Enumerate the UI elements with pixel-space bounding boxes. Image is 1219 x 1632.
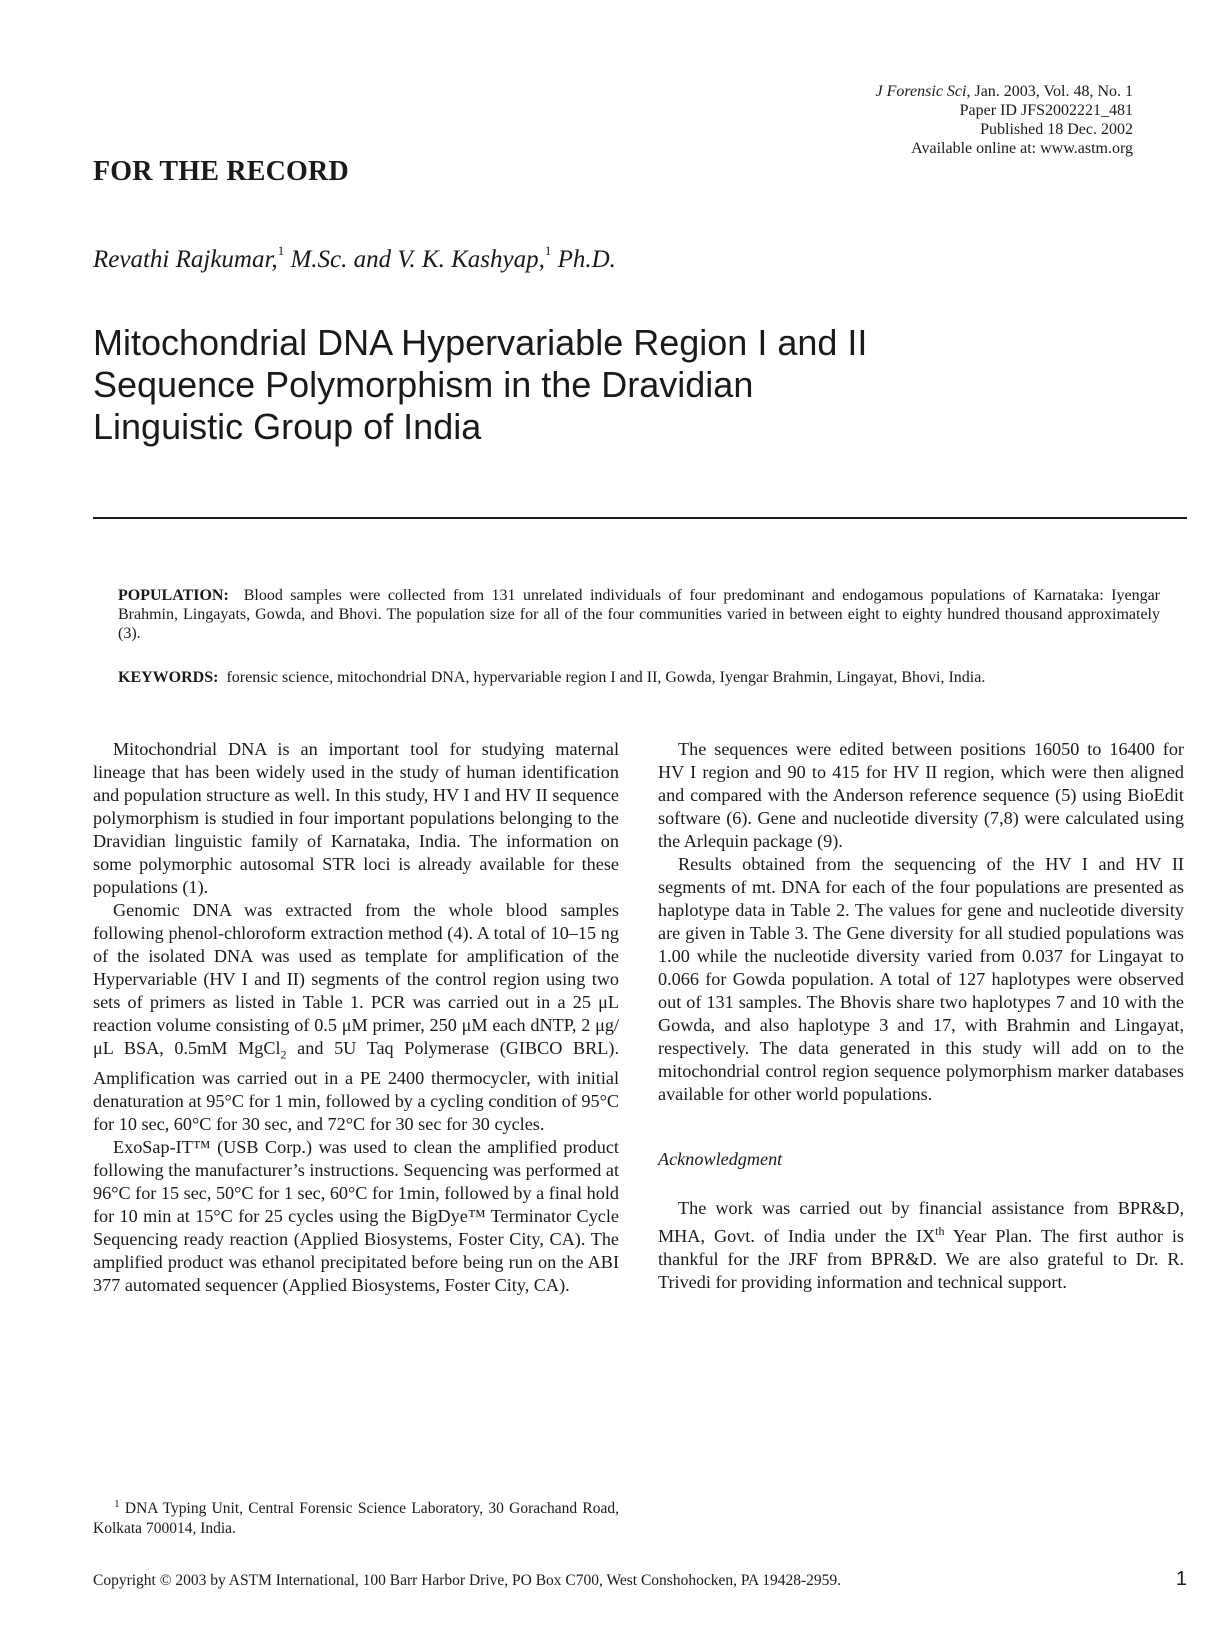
superscript: th [935, 1224, 945, 1238]
footnote-marker: 1 [114, 1498, 120, 1510]
title-line-2: Sequence Polymorphism in the Dravidian [93, 364, 754, 405]
body-column-right [658, 738, 1184, 1294]
keywords-label: KEYWORDS: [118, 669, 219, 686]
acknowledgment-paragraph [658, 1197, 1184, 1294]
journal-citation [876, 82, 1133, 158]
paper-title [93, 322, 993, 448]
keywords [118, 668, 1160, 687]
subscript: 2 [280, 1047, 287, 1062]
author-1-affiliation: 1 [277, 243, 285, 258]
journal-name: J Forensic Sci [875, 83, 967, 100]
body-paragraph: Results obtained from the sequencing of the HV I and HV II segments of mt. DNA for each of the four populations are presented as haplotype data in Table 2. The values for gene and nucleotide diversity are given in Table 3. The Gene diversity for all studied populations was 1.00 while the nucleotide diversity varied from 0.037 for Lingayat to 0.066 for Gowda population. A total of 127 haplotypes were observed out of 131 samples. The Bhovis share two haplotypes 7 and 10 with the Gowda, and also haplotype 3 and 17, with Brahmin and Lingayat, respectively. The data generated in this study will add on to the mitochondrial control region sequence polymorphism marker databases available for other world populations. [658, 854, 1184, 1104]
population-label: POPULATION: [118, 587, 229, 604]
body-paragraph: The sequences were edited between positions 16050 to 16400 for HV I region and 90 to 415 for HV II region, which were then aligned and compared with the Anderson reference sequence (5) using BioEdit software (6). Gene and nucleotide diversity (7,8) were calculated using the Arlequin package (9). [658, 739, 1184, 851]
body-paragraph [93, 899, 619, 1136]
footnote-text: DNA Typing Unit, Central Forensic Science Laboratory, 30 Gorachand Road, Kolkata 700014, India. [93, 1500, 619, 1538]
population-text: Blood samples were collected from 131 unrelated individuals of four predominant and endogamous populations of Karnataka: Iyengar Brahmin, Lingayats, Gowda, and Bhovi. The population size for all of the four communities varied in between eight to eighty hundred thousand approximately (3). [118, 587, 1160, 642]
title-line-1: Mitochondrial DNA Hypervariable Region I and II [93, 322, 868, 363]
ack-text: The work was carried out by financial assistance from BPR&D, MHA, Govt. of India under the IX [658, 1198, 1184, 1247]
keywords-text: forensic science, mitochondrial DNA, hypervariable region I and II, Gowda, Iyengar Brahmin, Lingayat, Bhovi, India. [226, 669, 986, 686]
published-date: Published 18 Dec. 2002 [980, 121, 1133, 138]
acknowledgment-heading: Acknowledgment [658, 1149, 783, 1169]
author-2-affiliation: 1 [544, 243, 552, 258]
author-1: Revathi Rajkumar, [93, 246, 278, 273]
methods-text: Genomic DNA was extracted from the whole blood samples following phenol-chloroform extraction method (4). A total of 10–15 ng of the isolated DNA was used as template for amplification of the Hypervariable (HV I and II) segments of the control region using two sets of primers as listed in Table 1. PCR was carried out in a 25 μL reaction volume consisting of 0.5 μM primer, 250 μM each dNTP, 2 μg/μL BSA, 0.5mM MgCl [93, 900, 619, 1058]
title-line-3: Linguistic Group of India [93, 406, 482, 447]
journal-issue-line [876, 82, 1133, 101]
author-2: M.Sc. and V. K. Kashyap, [284, 246, 545, 273]
journal-issue: , Jan. 2003, Vol. 48, No. 1 [966, 83, 1133, 100]
paper-id: Paper ID JFS2002221_481 [959, 102, 1133, 119]
body-paragraph: Mitochondrial DNA is an important tool for studying maternal lineage that has been widely used in the study of human identification and population structure as well. In this study, HV I and HV II sequence polymorphism is studied in four important populations belonging to the Dravidian linguistic family of Karnataka, India. The information on some polymorphic autosomal STR loci is already available for these populations (1). [93, 739, 619, 897]
methods-text-cont: and 5U Taq Polymerase (GIBCO BRL). Amplification was carried out in a PE 2400 thermocycler, with initial denaturation at 95°C for 1 min, followed by a cycling condition of 95°C for 10 sec, 60°C for 30 sec, and 72°C for 30 sec for 30 cycles. [93, 1038, 619, 1134]
ack-text-cont: Year Plan. The first author is thankful for the JRF from BPR&D. We are also grateful to Dr. R. Trivedi for providing information and technical support. [658, 1226, 1184, 1293]
body-column-left [93, 738, 619, 1297]
section-label: FOR THE RECORD [93, 156, 349, 187]
body-paragraph: ExoSap-IT™ (USB Corp.) was used to clean the amplified product following the manufacturer’s instructions. Sequencing was performed at 96°C for 15 sec, 50°C for 1 sec, 60°C for 1min, followed by a final hold for 10 min at 15°C for 25 cycles using the BigDye™ Terminator Cycle Sequencing ready reaction (Applied Biosystems, Foster City, CA). The amplified product was ethanol precipitated before being run on the ABI 377 automated sequencer (Applied Biosystems, Foster City, CA). [93, 1136, 619, 1295]
online-availability: Available online at: www.astm.org [911, 140, 1133, 157]
title-divider [93, 517, 1187, 519]
author-degree: Ph.D. [551, 246, 616, 273]
copyright-notice: Copyright © 2003 by ASTM International, 100 Barr Harbor Drive, PO Box C700, West Conshohocken, PA 19428-2959. [93, 1572, 842, 1589]
page-number: 1 [1175, 1568, 1187, 1590]
affiliation-footnote [93, 1494, 619, 1539]
author-line [93, 243, 616, 274]
population-abstract [118, 586, 1160, 643]
